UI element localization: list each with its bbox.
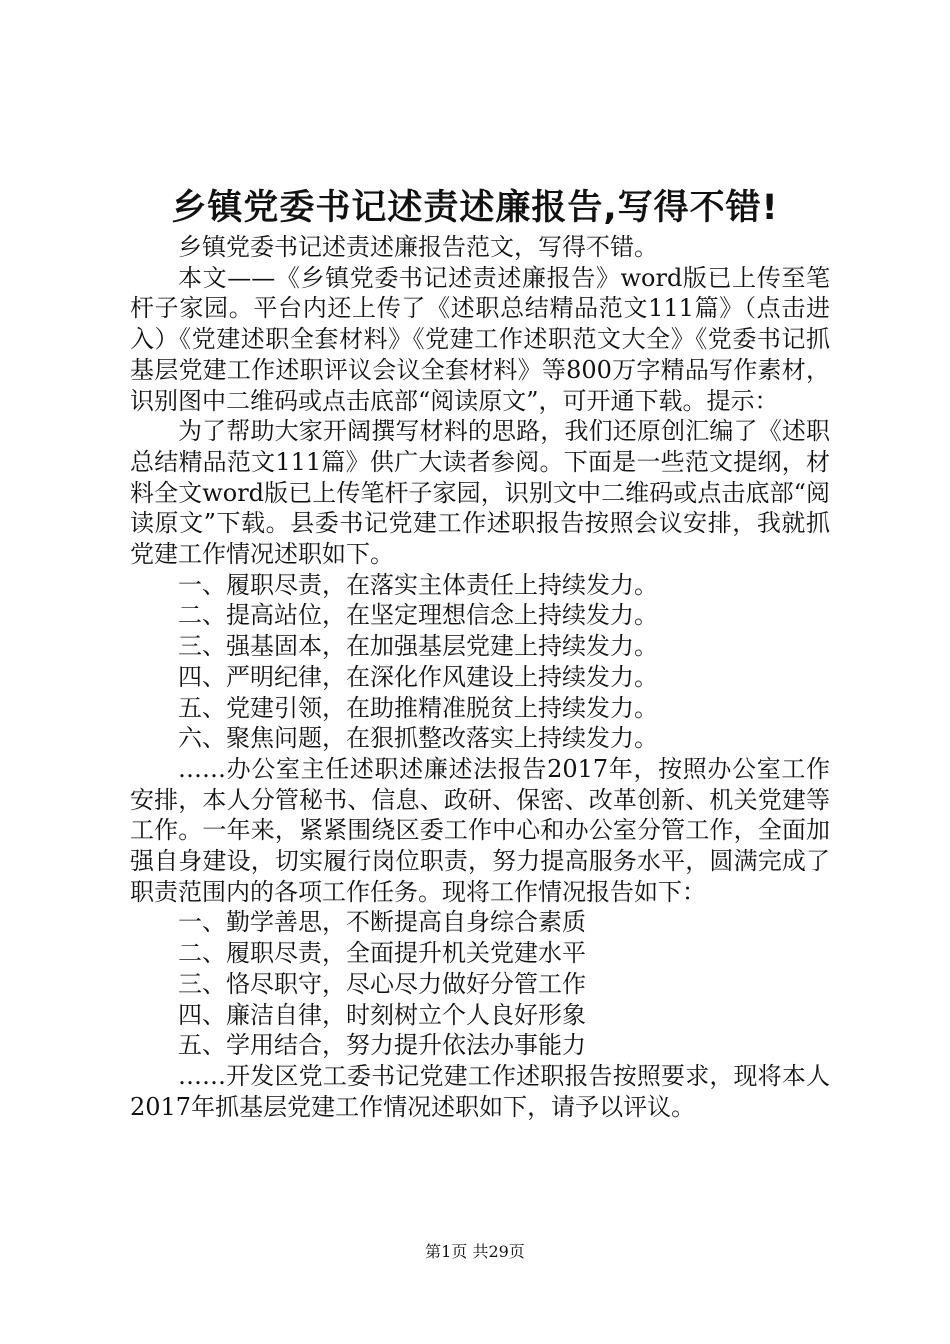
document-body [130, 232, 830, 1122]
outline-item: 四、廉洁自律，时刻树立个人良好形象 [178, 1000, 586, 1029]
outline-item: 一、勤学善思，不断提高自身综合素质 [178, 908, 586, 937]
outline-item: 五、学用结合，努力提升依法办事能力 [178, 1031, 586, 1060]
outline-item: 三、强基固本，在加强基层党建上持续发力。 [178, 632, 658, 661]
outline-item: 二、履职尽责，全面提升机关党建水平 [178, 939, 586, 968]
paragraph-upload-notice: 本文——《乡镇党委书记述责述廉报告》word版已上传至笔杆子家园。平台内还上传了《述职总结精品范文111篇》（点击进入）《党建述职全套材料》《党建工作述职范文大全》《党委书记抓基层党建工作述职评议会议全套材料》等800万字精品写作素材，识别图中二维码或点击底部“阅读原文”，可开通下载。提示： [130, 263, 830, 415]
outline-item: 一、履职尽责，在落实主体责任上持续发力。 [178, 570, 658, 599]
outline-item: 五、党建引领，在助推精准脱贫上持续发力。 [178, 693, 658, 722]
page-number-footer: 第1页 共29页 [425, 1242, 525, 1261]
paragraph-outline-intro: 为了帮助大家开阔撰写材料的思路，我们还原创汇编了《述职总结精品范文111篇》供广大读者参阅。下面是一些范文提纲，材料全文word版已上传笔杆子家园，识别文中二维码或点击底部“阅读原文”下载。县委书记党建工作述职报告按照会议安排，我就抓党建工作情况述职如下。 [130, 417, 830, 569]
outline-item: 三、恪尽职守，尽心尽力做好分管工作 [178, 969, 586, 998]
outline-item: 二、提高站位，在坚定理想信念上持续发力。 [178, 601, 658, 630]
outline-item: 四、严明纪律，在深化作风建设上持续发力。 [178, 662, 658, 691]
outline-item: 六、聚焦问题，在狠抓整改落实上持续发力。 [178, 724, 658, 753]
paragraph-district-report: ……开发区党工委书记党建工作述职报告按照要求，现将本人2017年抓基层党建工作情况述职如下，请予以评议。 [130, 1061, 830, 1121]
paragraph-office-report: ……办公室主任述职述廉述法报告2017年，按照办公室工作安排，本人分管秘书、信息、政研、保密、改革创新、机关党建等工作。一年来，紧紧围绕区委工作中心和办公室分管工作，全面加强自身建设，切实履行岗位职责，努力提高服务水平，圆满完成了职责范围内的各项工作任务。现将工作情况报告如下： [130, 754, 830, 906]
paragraph-intro: 乡镇党委书记述责述廉报告范文，写得不错。 [178, 233, 658, 261]
document-title: 乡镇党委书记述责述廉报告,写得不错! [171, 188, 779, 228]
